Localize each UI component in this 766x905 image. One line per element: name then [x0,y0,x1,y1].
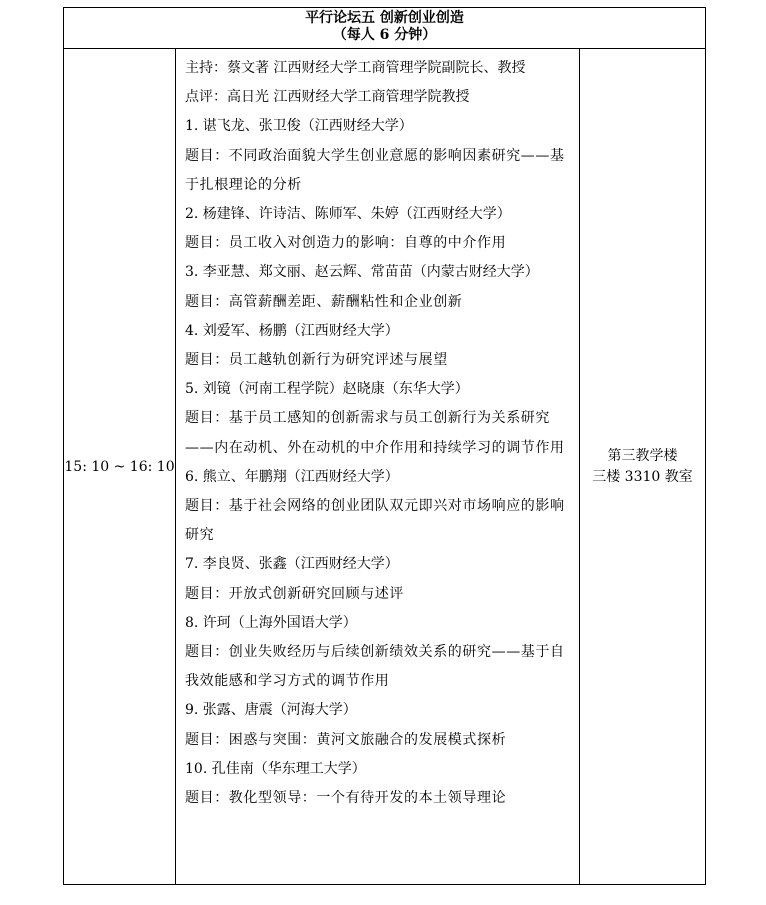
entry-title: 题目：员工越轨创新行为研究评述与展望 [185,352,448,369]
entry-title: 题目：员工收入对创造力的影响：自尊的中介作用 [185,235,507,252]
entry-authors: 5. 刘镜（河南工程学院）赵晓康（东华大学） [185,381,469,398]
entry-authors: 10. 孔佳南（华东理工大学） [185,760,366,777]
entry-authors: 4. 刘爱军、杨鹏（江西财经大学） [185,322,399,339]
entry-title: 题目：基于员工感知的创新需求与员工创新行为关系研究——内在动机、外在动机的中介作用和持续学习的调节作用 [185,410,565,456]
host-line: 主持：蔡文著 江西财经大学工商管理学院副院长、教授 [185,60,526,76]
program-cell [176,49,580,884]
location-building: 第三教学楼 [607,447,678,464]
forum-subtitle: （每人 6 分钟） [332,27,437,43]
entry-title: 题目：基于社会网络的创业团队双元即兴对市场响应的影响研究 [185,498,565,544]
entry-title: 题目：开放式创新研究回顾与述评 [185,585,404,602]
time-cell [64,49,176,884]
entry-title: 题目：创业失败经历与后续创新绩效关系的研究——基于自我效能感和学习方式的调节作用 [185,644,565,690]
forum-header [64,8,705,49]
entry-title: 题目：不同政治面貌大学生创业意愿的影响因素研究——基于扎根理论的分析 [185,147,565,193]
location-cell [580,49,705,884]
entry-authors: 6. 熊立、年鹏翔（江西财经大学） [185,468,399,485]
entry-title: 题目：困惑与突围：黄河文旅融合的发展模式探析 [185,731,507,748]
entry-authors: 7. 李良贤、张鑫（江西财经大学） [185,556,399,573]
location-room: 三楼 3310 教室 [592,468,693,485]
entry-authors: 8. 许珂（上海外国语大学） [185,614,357,631]
entry-authors: 2. 杨建锋、许诗洁、陈师军、朱婷（江西财经大学） [185,206,511,223]
entry-title: 题目：高管薪酬差距、薪酬粘性和企业创新 [185,293,463,310]
entry-authors: 1. 谌飞龙、张卫俊（江西财经大学） [185,118,413,135]
forum-title: 平行论坛五 创新创业创造 [305,10,464,26]
entry-authors: 3. 李亚慧、郑文丽、赵云辉、常苗苗（内蒙古财经大学） [185,264,539,281]
entry-authors: 9. 张露、唐震（河海大学） [185,702,357,719]
schedule-table [63,7,706,885]
entry-title: 题目：教化型领导：一个有待开发的本土领导理论 [185,790,507,807]
reviewer-line: 点评：高日光 江西财经大学工商管理学院教授 [185,89,470,106]
session-time: 15: 10 ~ 16: 10 [64,458,175,475]
